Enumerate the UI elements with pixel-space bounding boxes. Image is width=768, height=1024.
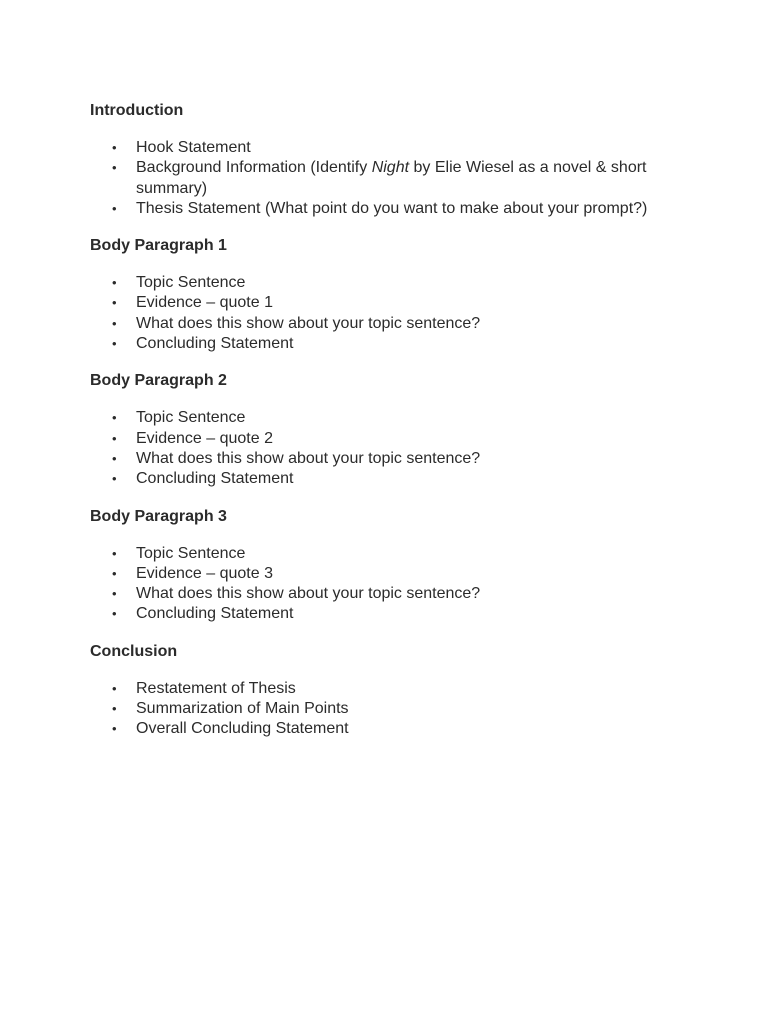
section-heading: Conclusion (90, 642, 178, 660)
list-item (90, 273, 690, 293)
bullet-icon: • (112, 140, 117, 155)
bullet-list (90, 408, 690, 489)
item-text: Overall Concluding Statement (136, 720, 349, 738)
list-item (90, 334, 690, 354)
item-text: Summarization of Main Points (136, 700, 349, 718)
list-item (90, 584, 690, 604)
bullet-list (90, 679, 690, 740)
item-text: What does this show about your topic sentence? (136, 314, 481, 332)
bullet-list (90, 544, 690, 625)
list-item (90, 699, 690, 719)
item-text: Evidence – quote 1 (136, 294, 273, 312)
list-item (90, 679, 690, 699)
list-item (90, 138, 690, 158)
item-text: Evidence – quote 2 (136, 429, 273, 447)
section-body-paragraph-2 (90, 370, 690, 489)
bullet-list (90, 273, 690, 354)
bullet-icon: • (112, 701, 117, 717)
bullet-icon: • (112, 565, 117, 581)
bullet-icon: • (112, 471, 117, 487)
item-text-after: by Elie Wiesel as a novel & short summary) (136, 159, 647, 197)
item-text: Concluding Statement (136, 605, 294, 623)
section-introduction (90, 100, 690, 219)
item-text: Restatement of Thesis (136, 679, 296, 697)
list-item (90, 564, 690, 584)
bullet-icon: • (112, 410, 117, 426)
item-text-before: Background Information (Identify (136, 159, 372, 177)
bullet-icon: • (112, 606, 117, 622)
item-text: Hook Statement (136, 139, 251, 156)
item-text: Thesis Statement (What point do you want to make about your prompt?) (136, 199, 648, 217)
section-body-paragraph-3 (90, 506, 690, 625)
bullet-icon: • (112, 315, 117, 331)
section-heading: Body Paragraph 3 (90, 507, 227, 525)
item-text: What does this show about your topic sentence? (136, 449, 481, 467)
section-heading: Introduction (90, 102, 184, 119)
bullet-icon: • (112, 430, 117, 446)
list-item (90, 408, 690, 428)
list-item (90, 429, 690, 449)
item-text: Concluding Statement (136, 470, 294, 488)
bullet-icon: • (112, 450, 117, 466)
section-heading: Body Paragraph 1 (90, 237, 227, 255)
list-item (90, 199, 690, 219)
item-text: Topic Sentence (136, 274, 246, 292)
bullet-icon: • (112, 295, 117, 311)
list-item (90, 449, 690, 469)
bullet-icon: • (112, 200, 117, 216)
list-item (90, 719, 690, 739)
section-heading: Body Paragraph 2 (90, 372, 227, 390)
bullet-icon: • (112, 275, 117, 291)
bullet-icon: • (112, 680, 117, 696)
item-text: Topic Sentence (136, 544, 246, 562)
item-text: Evidence – quote 3 (136, 564, 273, 582)
item-text: What does this show about your topic sentence? (136, 585, 481, 603)
bullet-list (90, 138, 690, 219)
list-item (90, 314, 690, 334)
list-item (90, 158, 690, 199)
list-item (90, 293, 690, 313)
section-body-paragraph-1 (90, 235, 690, 354)
item-text: Concluding Statement (136, 335, 294, 353)
list-item (90, 469, 690, 489)
bullet-icon: • (112, 160, 117, 176)
bullet-icon: • (112, 336, 117, 352)
bullet-icon: • (112, 586, 117, 602)
list-item (90, 544, 690, 564)
section-conclusion (90, 641, 690, 740)
bullet-icon: • (112, 721, 117, 737)
book-title: Night (371, 159, 410, 177)
list-item (90, 604, 690, 624)
bullet-icon: • (112, 545, 117, 561)
item-text: Topic Sentence (136, 409, 246, 427)
document-page (90, 100, 690, 756)
